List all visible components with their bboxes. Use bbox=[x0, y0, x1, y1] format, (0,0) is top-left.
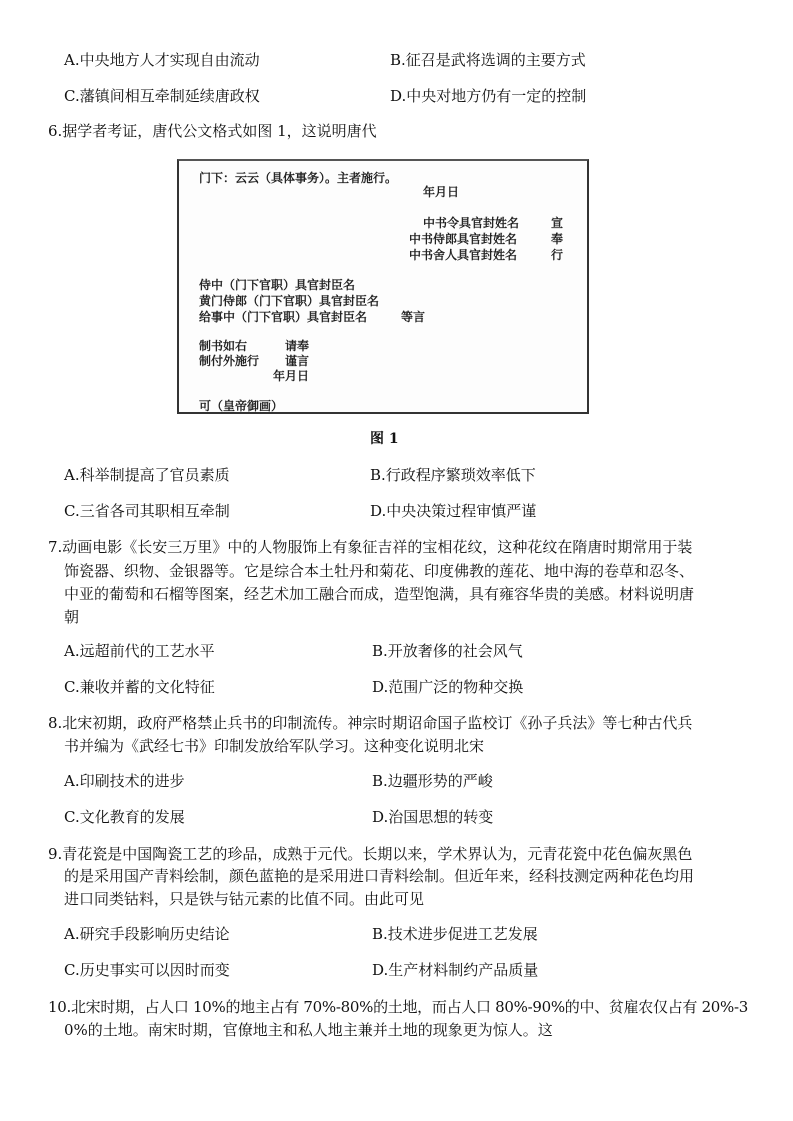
q5-option-b: B.征召是武将选调的主要方式 bbox=[390, 51, 586, 69]
q8-option-b: B.边疆形势的严峻 bbox=[372, 772, 493, 790]
q9-stem-line-2: 的是采用国产青料绘制，颜色蓝艳的是采用进口青料绘制。但近年来，经科技测定两种花色均用 bbox=[64, 867, 695, 885]
q10-stem-line-1: 10.北宋时期，占人口 10%的地主占有 70%-80%的土地，而占人口 80%-90%的中、贫雇农仅占有 20%-3 bbox=[48, 998, 749, 1016]
q6-option-c: C.三省各司其职相互牵制 bbox=[64, 502, 230, 520]
q6-option-b: B.行政程序繁琐效率低下 bbox=[370, 466, 536, 484]
figure-line-huangmenshilang: 黄门侍郎（门下官职）具官封臣名 bbox=[199, 294, 380, 308]
q7-option-b: B.开放奢侈的社会风气 bbox=[372, 642, 523, 660]
figure-line-zhongshusheren: 中书舍人具官封姓名 bbox=[409, 248, 518, 262]
q7-stem-line-4: 朝 bbox=[64, 608, 80, 626]
figure-line-date-1: 年月日 bbox=[423, 185, 460, 199]
q9-option-a: A.研究手段影响历史结论 bbox=[64, 925, 230, 943]
figure-line-ke: 可（皇帝御画） bbox=[199, 399, 284, 413]
figure-mark-xuan: 宣 bbox=[551, 216, 564, 230]
q9-stem-line-3: 进口同类钴料，只是铁与钴元素的比值不同。由此可见 bbox=[64, 890, 425, 908]
q8-stem-line-2: 书并编为《武经七书》印制发放给军队学习。这种变化说明北宋 bbox=[64, 737, 485, 755]
q9-option-d: D.生产材料制约产品质量 bbox=[372, 961, 539, 979]
q7-stem-line-2: 饰瓷器、织物、金银器等。它是综合本土牡丹和菊花、印度佛教的莲花、地中海的卷草和忍冬、 bbox=[64, 562, 695, 580]
figure-line-menxia: 门下：云云（具体事务）。主者施行。 bbox=[199, 171, 398, 185]
figure-mark-qingfeng: 请奉 bbox=[285, 339, 310, 353]
figure-mark-feng: 奉 bbox=[551, 232, 564, 246]
figure-line-zhongshuling: 中书令具官封姓名 bbox=[423, 216, 520, 230]
q5-option-c: C.藩镇间相互牵制延续唐政权 bbox=[64, 87, 260, 105]
q10-stem-line-2: 0%的土地。南宋时期，官僚地主和私人地主兼并土地的现象更为惊人。这 bbox=[64, 1021, 553, 1039]
q9-option-c: C.历史事实可以因时而变 bbox=[64, 961, 230, 979]
figure-line-date-2: 年月日 bbox=[273, 369, 310, 383]
q8-option-a: A.印刷技术的进步 bbox=[64, 772, 185, 790]
q8-stem-line-1: 8.北宋初期，政府严格禁止兵书的印制流传。神宗时期诏命国子监校订《孙子兵法》等七种古代兵 bbox=[48, 714, 693, 732]
q8-option-d: D.治国思想的转变 bbox=[372, 808, 494, 826]
q7-option-c: C.兼收并蓄的文化特征 bbox=[64, 678, 215, 696]
figure-line-jishizhong: 给事中（门下官职）具官封臣名 bbox=[199, 310, 368, 324]
q6-option-a: A.科举制提高了官员素质 bbox=[64, 466, 230, 484]
q8-option-c: C.文化教育的发展 bbox=[64, 808, 185, 826]
q7-option-d: D.范围广泛的物种交换 bbox=[372, 678, 524, 696]
q7-option-a: A.远超前代的工艺水平 bbox=[64, 642, 215, 660]
q7-stem-line-3: 中亚的葡萄和石榴等图案，经艺术加工融合而成，造型饱满，具有雍容华贵的美感。材料说明唐 bbox=[64, 585, 695, 603]
figure-caption: 图 1 bbox=[370, 431, 399, 447]
figure-mark-xing: 行 bbox=[551, 248, 564, 262]
figure-mark-dengyan: 等言 bbox=[401, 310, 426, 324]
figure-line-zhifu: 制付外施行 bbox=[199, 354, 260, 368]
q6-stem: 6.据学者考证，唐代公文格式如图 1，这说明唐代 bbox=[48, 122, 377, 140]
q7-stem-line-1: 7.动画电影《长安三万里》中的人物服饰上有象征吉祥的宝相花纹，这种花纹在隋唐时期常用于装 bbox=[48, 538, 693, 556]
figure-line-zhongshushilang: 中书侍郎具官封姓名 bbox=[409, 232, 518, 246]
q6-option-d: D.中央决策过程审慎严谨 bbox=[370, 502, 537, 520]
q5-option-a: A.中央地方人才实现自由流动 bbox=[64, 51, 260, 69]
figure-line-shizhong: 侍中（门下官职）具官封臣名 bbox=[199, 278, 356, 292]
q9-option-b: B.技术进步促进工艺发展 bbox=[372, 925, 538, 943]
figure-mark-jinyan: 谨言 bbox=[285, 354, 310, 368]
figure-line-zhishu: 制书如右 bbox=[199, 339, 248, 353]
q5-option-d: D.中央对地方仍有一定的控制 bbox=[390, 87, 587, 105]
q9-stem-line-1: 9.青花瓷是中国陶瓷工艺的珍品，成熟于元代。长期以来，学术界认为，元青花瓷中花色偏灰黑色 bbox=[48, 845, 693, 863]
document-format-figure bbox=[177, 159, 589, 414]
